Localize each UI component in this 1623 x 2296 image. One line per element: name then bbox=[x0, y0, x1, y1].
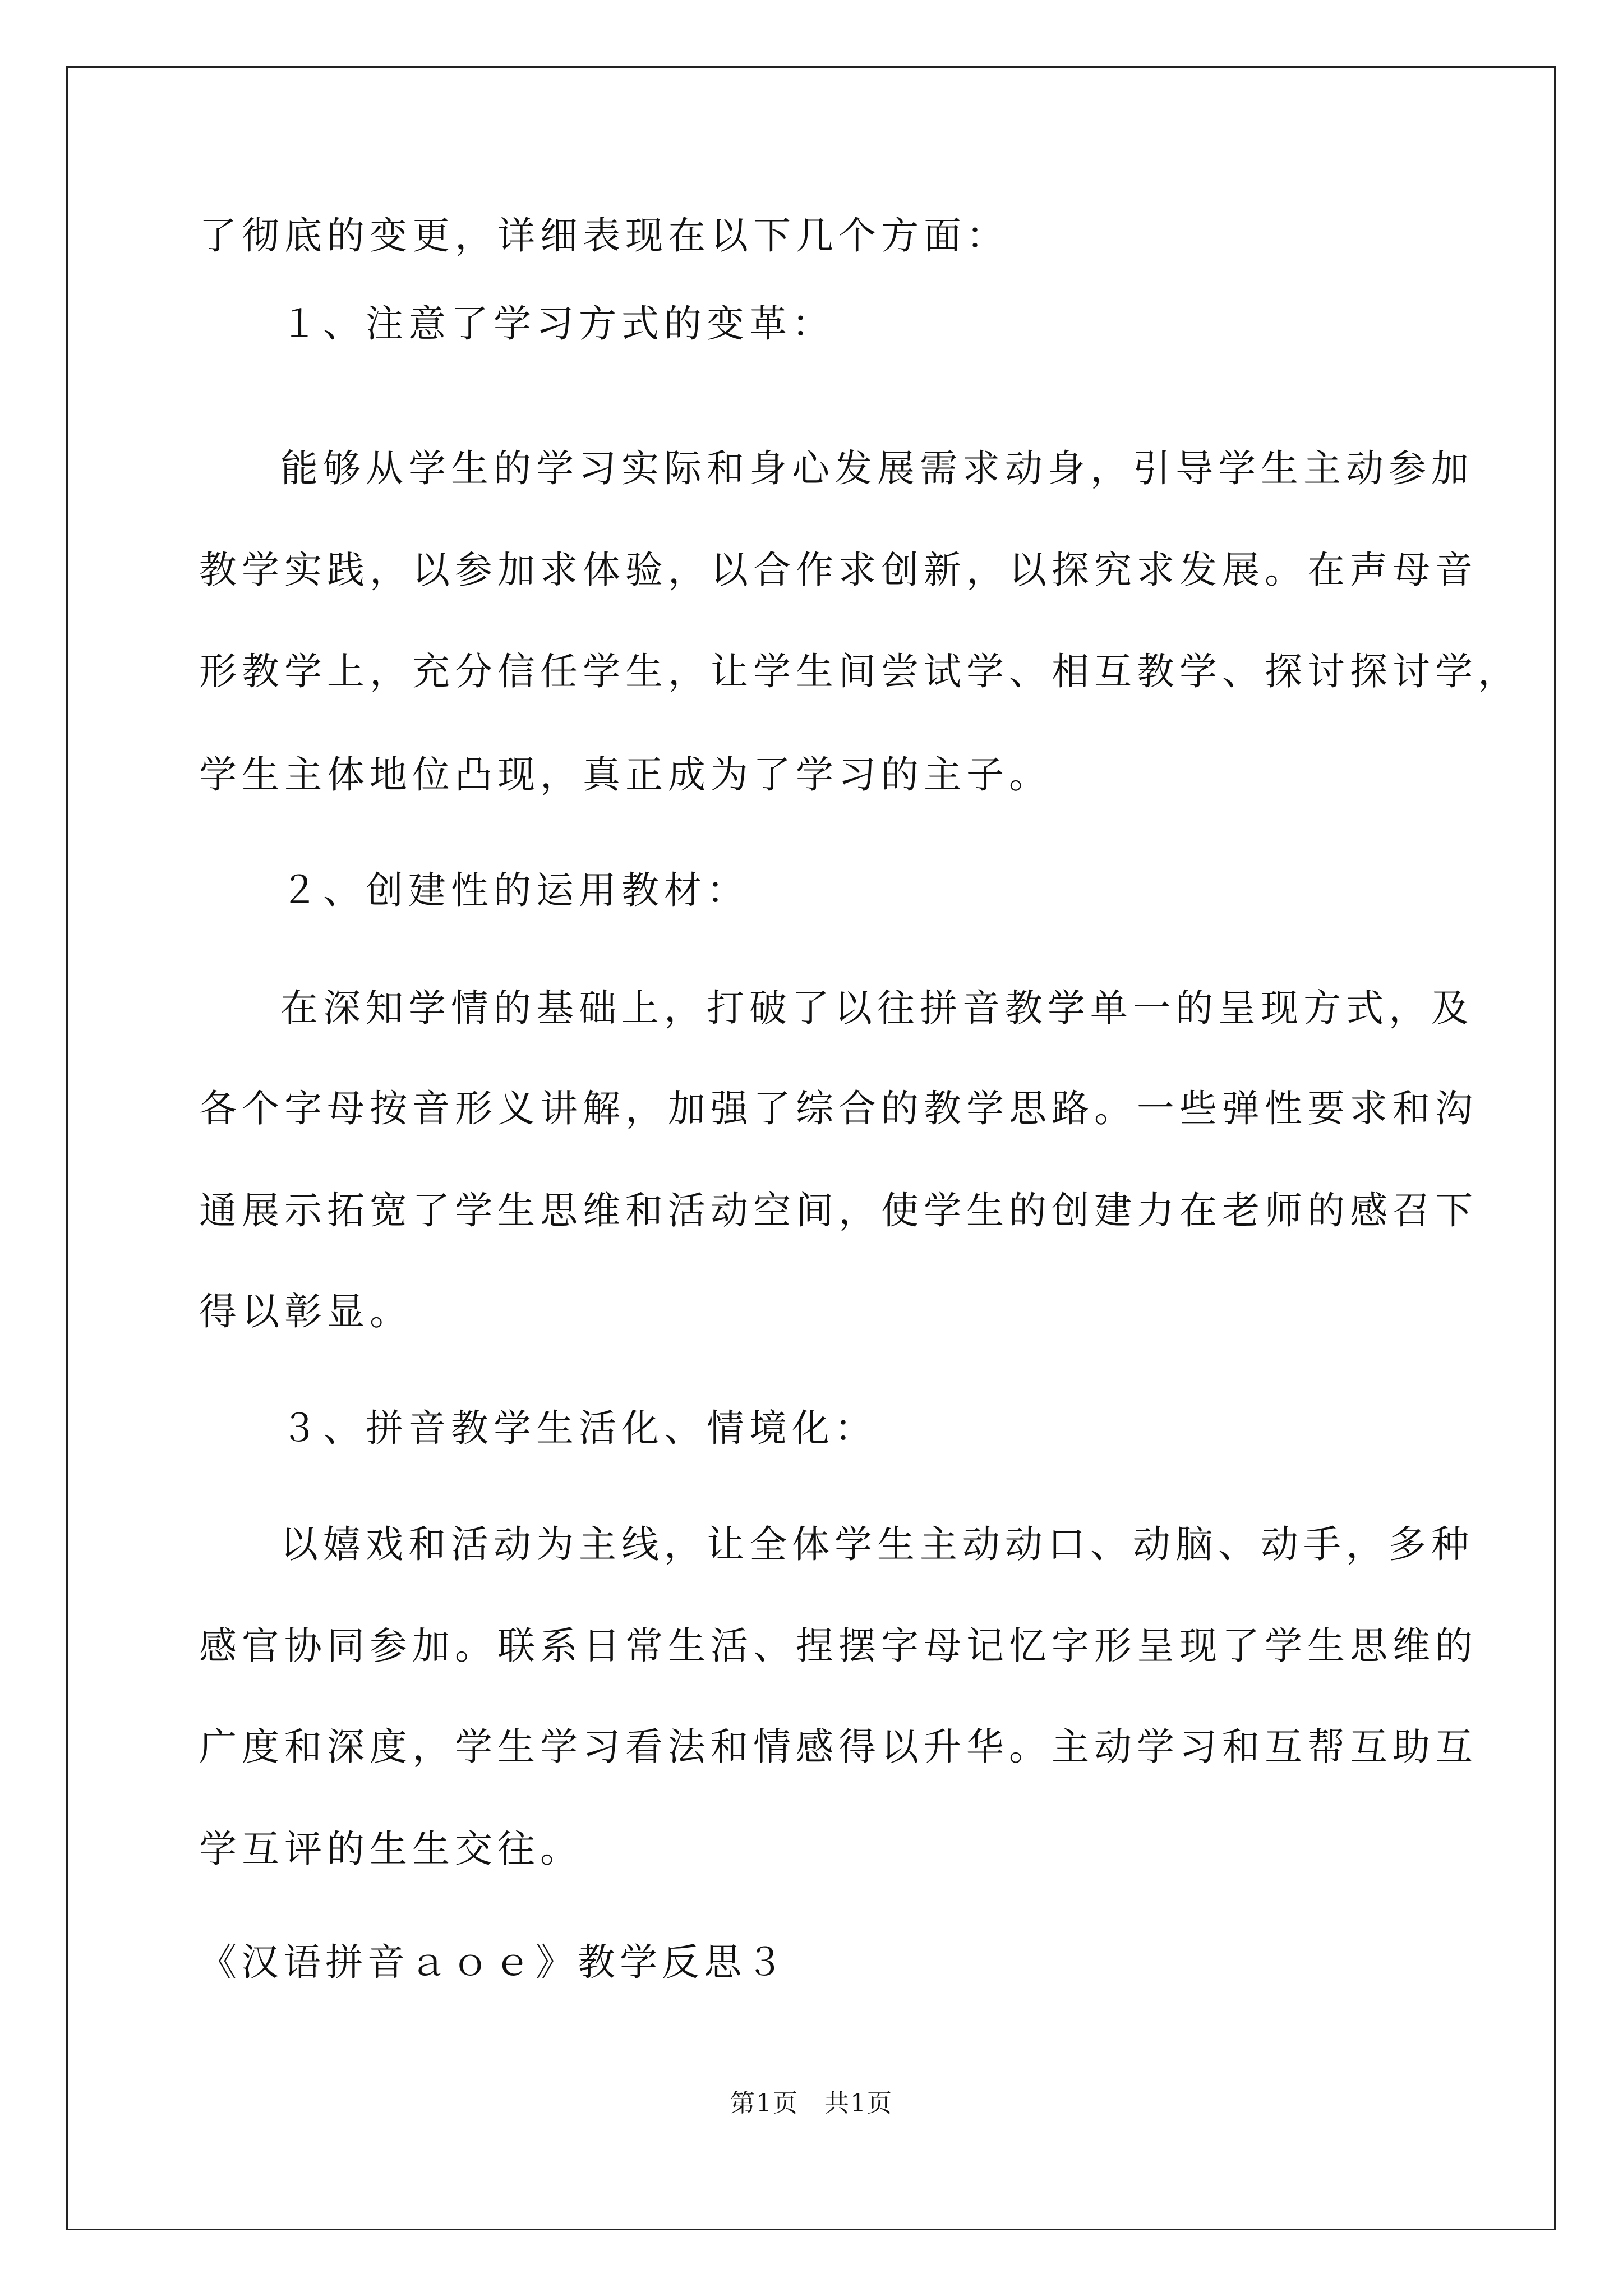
paragraph-line: 在深知学情的基础上，打破了以往拼音教学单一的呈现方式，及 bbox=[280, 986, 1474, 1030]
paragraph-line: 广度和深度，学生学习看法和情感得以升华。主动学习和互帮互助互 bbox=[199, 1725, 1478, 1769]
paragraph-line: 通展示拓宽了学生思维和活动空间，使学生的创建力在老师的感召下 bbox=[199, 1189, 1478, 1232]
document-title: 《汉语拼音ａｏｅ》教学反思３ bbox=[199, 1940, 788, 1984]
paragraph-line: 学互评的生生交往。 bbox=[199, 1827, 583, 1871]
paragraph-line: 学生主体地位凸现，真正成为了学习的主子。 bbox=[199, 753, 1052, 797]
page-number-footer: 第1页 共1页 bbox=[730, 2089, 893, 2118]
paragraph-line: 教学实践，以参加求体验，以合作求创新，以探究求发展。在声母音 bbox=[199, 548, 1478, 592]
paragraph-line: 了彻底的变更，详细表现在以下几个方面： bbox=[199, 214, 1009, 257]
section-heading-1: １、注意了学习方式的变革： bbox=[280, 302, 834, 346]
page-border bbox=[66, 66, 1556, 2230]
paragraph-line: 以嬉戏和活动为主线，让全体学生主动动口、动脑、动手，多种 bbox=[280, 1522, 1474, 1566]
paragraph-line: 得以彰显。 bbox=[199, 1290, 412, 1333]
section-heading-2: ２、创建性的运用教材： bbox=[280, 868, 749, 912]
paragraph-line: 形教学上，充分信任学生，让学生间尝试学、相互教学、探讨探讨学， bbox=[199, 650, 1520, 693]
paragraph-line: 能够从学生的学习实际和身心发展需求动身，引导学生主动参加 bbox=[280, 447, 1474, 490]
paragraph-line: 感官协同参加。联系日常生活、捏摆字母记忆字形呈现了学生思维的 bbox=[199, 1624, 1478, 1668]
section-heading-3: ３、拼音教学生活化、情境化： bbox=[280, 1406, 877, 1450]
paragraph-line: 各个字母按音形义讲解，加强了综合的教学思路。一些弹性要求和沟 bbox=[199, 1087, 1478, 1130]
